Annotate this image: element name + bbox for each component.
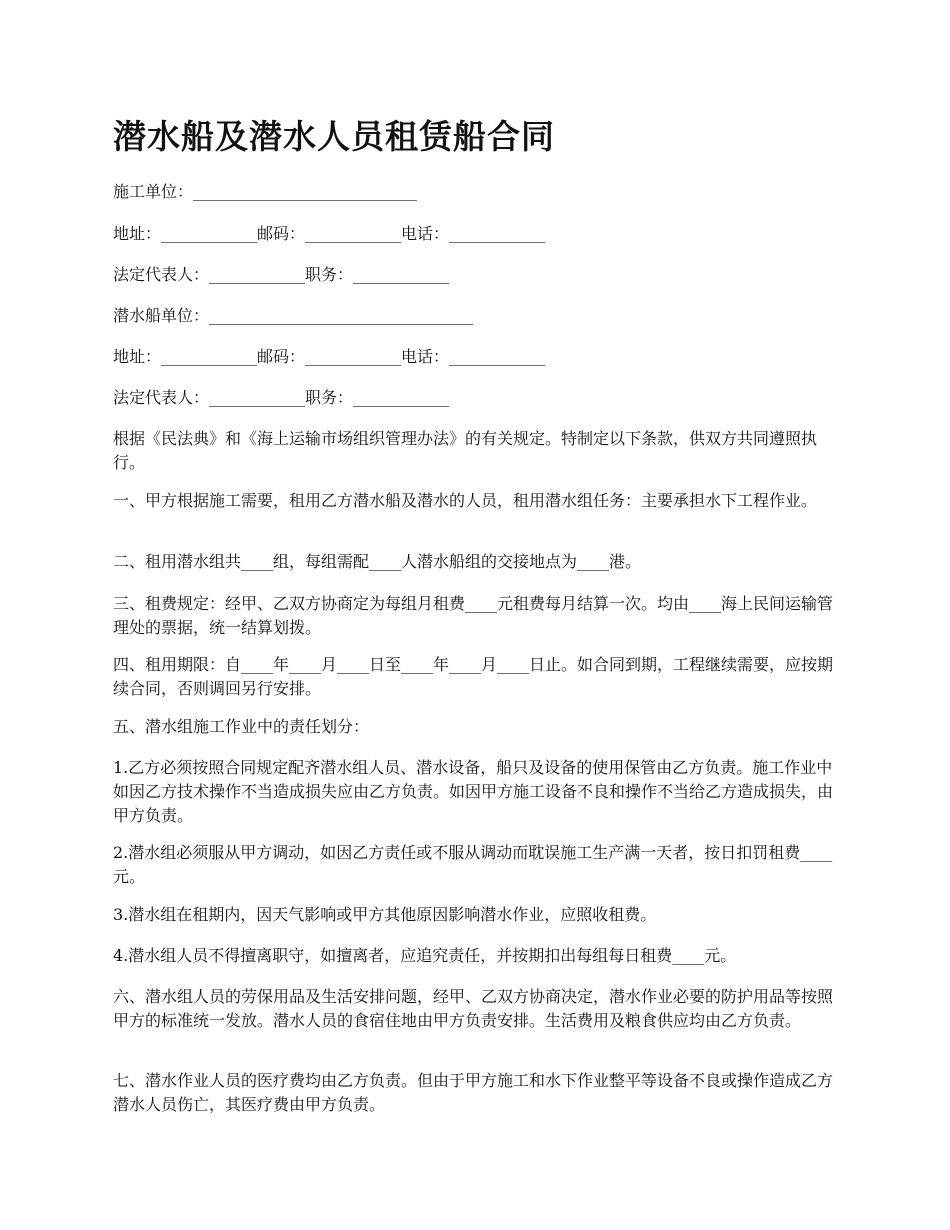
- document-title: 潜水船及潜水人员租赁船合同: [113, 117, 555, 156]
- submarine-representative-field: 法定代表人：____________职务：____________: [113, 388, 450, 407]
- clause-5-item-2: 2.潜水组必须服从甲方调动，如因乙方责任或不服从调动而耽误施工生产满一天者，按日扣罚租费____元。: [113, 843, 833, 886]
- clause-4-paragraph: 四、租用期限：自____年____月____日至____年____月____日止。如合同到期，工程继续需要，应按期续合同，否则调回另行安排。: [113, 655, 834, 698]
- contractor-unit-field: 施工单位：____________________________: [113, 182, 418, 201]
- contractor-address-field: 地址：____________邮码：____________电话：____________: [113, 224, 546, 243]
- clause-2-paragraph: 二、租用潜水组共____组，每组需配____人潜水船组的交接地点为____港。: [113, 552, 642, 571]
- preamble-paragraph: 根据《民法典》和《海上运输市场组织管理办法》的有关规定。特制定以下条款，供双方共同遵照执行。: [113, 429, 818, 472]
- clause-5-heading: 五、潜水组施工作业中的责任划分：: [113, 717, 370, 736]
- clause-1-paragraph: 一、甲方根据施工需要，租用乙方潜水船及潜水的人员，租用潜水组任务：主要承担水下工程作业。: [113, 491, 818, 510]
- clause-5-item-3: 3.潜水组在租期内，因天气影响或甲方其他原因影响潜水作业，应照收租费。: [113, 905, 657, 924]
- clause-3-paragraph: 三、租费规定：经甲、乙双方协商定为每组月租费____元租费每月结算一次。均由____海上民间运输管理处的票据，统一结算划拨。: [113, 594, 834, 637]
- clause-6-paragraph: 六、潜水组人员的劳保用品及生活安排问题，经甲、乙双方协商决定，潜水作业必要的防护用品等按照甲方的标准统一发放。潜水人员的食宿住地由甲方负责安排。生活费用及粮食供应均由乙方负责。: [113, 987, 834, 1030]
- contractor-representative-field: 法定代表人：____________职务：____________: [113, 265, 450, 284]
- clause-7-paragraph: 七、潜水作业人员的医疗费均由乙方负责。但由于甲方施工和水下作业整平等设备不良或操作造成乙方潜水人员伤亡，其医疗费由甲方负责。: [113, 1071, 834, 1114]
- clause-5-item-4: 4.潜水组人员不得擅离职守，如擅离者，应追究责任，并按期扣出每组每日租费____元。: [113, 946, 737, 965]
- submarine-address-field: 地址：____________邮码：____________电话：____________: [113, 347, 546, 366]
- submarine-unit-field: 潜水船单位：_________________________________: [113, 306, 474, 325]
- clause-5-item-1: 1.乙方必须按照合同规定配齐潜水组人员、潜水设备，船只及设备的使用保管由乙方负责。施工作业中如因乙方技术操作不当造成损失应由乙方负责。如因甲方施工设备不良和操作不当给乙方造成损失，由甲方负责。: [113, 758, 834, 825]
